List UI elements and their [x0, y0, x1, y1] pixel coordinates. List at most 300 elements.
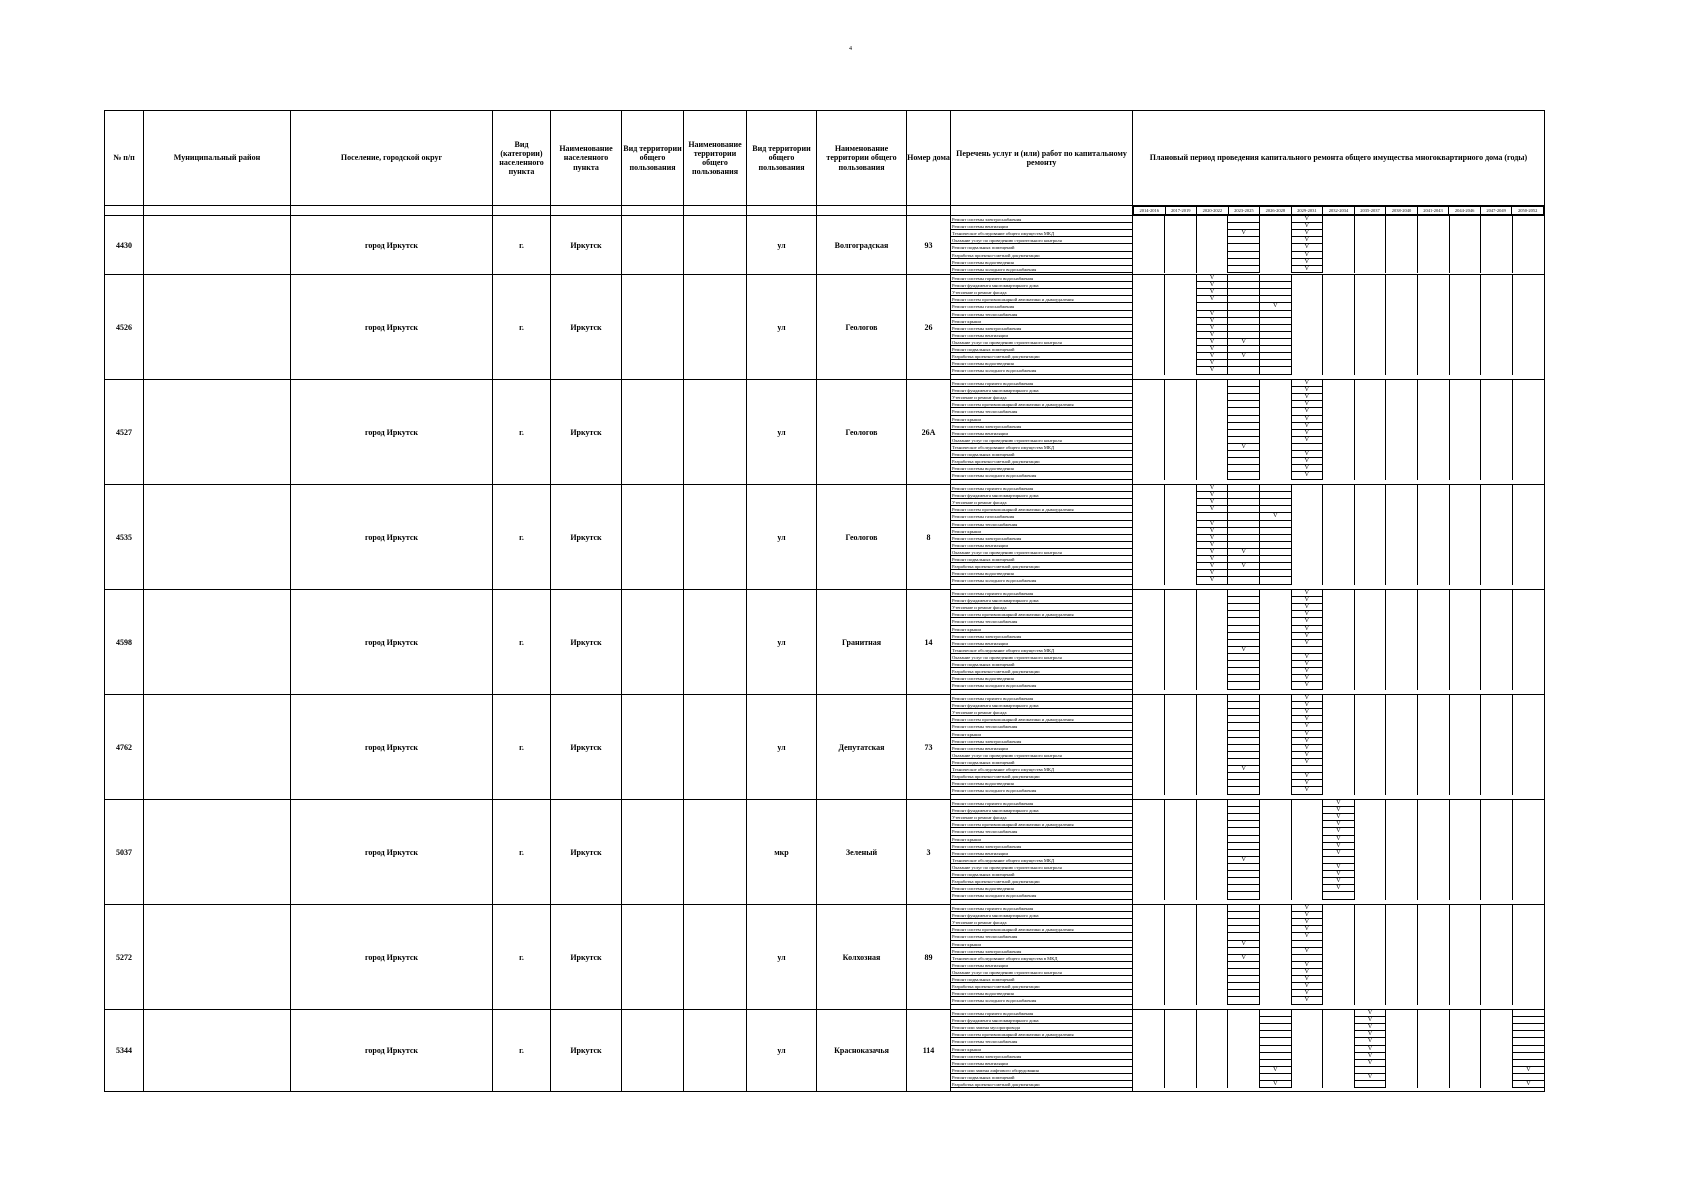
row-services [951, 485, 1133, 590]
row-settlement: город Иркутск [291, 275, 493, 380]
period-mark [1450, 885, 1481, 892]
period-mark [1323, 458, 1354, 465]
period-mark [1292, 528, 1323, 535]
period-mark [1355, 997, 1386, 1004]
period-mark [1481, 275, 1512, 282]
period-mark [1228, 458, 1259, 465]
period-mark [1513, 1046, 1544, 1053]
period-mark [1386, 521, 1417, 528]
period-mark [1386, 1053, 1417, 1060]
period-mark [1450, 611, 1481, 618]
period-mark [1228, 892, 1259, 899]
period-mark [1481, 618, 1512, 625]
period-mark [1165, 451, 1196, 458]
period-mark [1386, 325, 1417, 332]
period-mark [1418, 318, 1449, 325]
period-mark [1386, 997, 1417, 1004]
period-mark [1133, 892, 1164, 899]
service-item: Ремонт системы холодного водоснабжения [951, 787, 1132, 794]
period-mark [1228, 661, 1259, 668]
period-mark [1165, 430, 1196, 437]
period-mark [1165, 1010, 1196, 1017]
period-mark [1228, 919, 1259, 926]
period-mark [1450, 723, 1481, 730]
period-mark [1133, 1046, 1164, 1053]
period-mark [1450, 990, 1481, 997]
period-mark [1323, 738, 1354, 745]
period-column [1386, 380, 1418, 480]
period-mark [1260, 549, 1291, 556]
period-mark [1418, 570, 1449, 577]
period-mark [1513, 661, 1544, 668]
period-mark [1133, 800, 1164, 807]
period-mark [1323, 1038, 1354, 1045]
period-mark [1355, 828, 1386, 835]
period-mark [1355, 618, 1386, 625]
period-mark [1165, 458, 1196, 465]
period-mark [1323, 766, 1354, 773]
period-column [1449, 1010, 1481, 1088]
period-mark [1260, 401, 1291, 408]
period-mark [1323, 401, 1354, 408]
period-mark: V [1197, 311, 1228, 318]
period-mark [1260, 780, 1291, 787]
period-mark [1386, 563, 1417, 570]
period-column [1449, 695, 1481, 795]
period-mark [1133, 983, 1164, 990]
period-mark [1133, 948, 1164, 955]
period-mark [1418, 1046, 1449, 1053]
period-mark [1260, 759, 1291, 766]
period-mark [1228, 597, 1259, 604]
period-mark [1418, 871, 1449, 878]
period-mark: V [1355, 1017, 1386, 1024]
period-mark [1133, 423, 1164, 430]
row-street-name: Геологов [817, 485, 907, 590]
period-mark [1323, 997, 1354, 1004]
period-mark [1386, 1024, 1417, 1031]
period-mark [1450, 787, 1481, 794]
period-column [1165, 1010, 1197, 1088]
period-column [1259, 590, 1291, 690]
period-mark [1228, 731, 1259, 738]
period-mark [1323, 570, 1354, 577]
period-mark [1386, 780, 1417, 787]
period-mark [1165, 528, 1196, 535]
period-mark [1481, 252, 1512, 259]
period-mark [1355, 773, 1386, 780]
period-mark: V [1292, 997, 1323, 1004]
period-mark: V [1292, 919, 1323, 926]
period-mark [1450, 668, 1481, 675]
period-mark [1450, 266, 1481, 273]
row-street-type: ул [747, 905, 817, 1010]
period-mark [1260, 216, 1291, 223]
period-mark: V [1323, 871, 1354, 878]
period-mark [1323, 387, 1354, 394]
period-column [1354, 216, 1386, 273]
period-mark [1228, 387, 1259, 394]
period-mark [1450, 716, 1481, 723]
period-mark [1418, 506, 1449, 513]
period-mark [1481, 472, 1512, 479]
service-item: Ремонт системы горячего водоснабжения [951, 485, 1132, 492]
period-mark [1450, 626, 1481, 633]
period-grid [1133, 380, 1544, 480]
period-mark [1165, 990, 1196, 997]
period-mark [1355, 360, 1386, 367]
service-item: Ремонт системы электроснабжения [951, 948, 1132, 955]
period-mark [1292, 318, 1323, 325]
period-mark [1228, 695, 1259, 702]
row-territory-type [622, 1010, 684, 1092]
period-mark [1165, 738, 1196, 745]
period-mark [1228, 640, 1259, 647]
period-mark [1513, 962, 1544, 969]
period-mark [1450, 367, 1481, 374]
year-header-2035-2037: 2035-2037 [1354, 207, 1386, 215]
period-mark [1133, 325, 1164, 332]
period-mark [1292, 542, 1323, 549]
period-mark [1165, 773, 1196, 780]
period-mark [1228, 437, 1259, 444]
period-mark [1133, 738, 1164, 745]
period-mark [1165, 976, 1196, 983]
period-mark: V [1228, 444, 1259, 451]
period-mark [1165, 948, 1196, 955]
period-column [1165, 695, 1197, 795]
period-mark [1386, 933, 1417, 940]
period-mark [1450, 892, 1481, 899]
period-mark [1260, 941, 1291, 948]
period-mark [1133, 955, 1164, 962]
period-mark [1513, 773, 1544, 780]
period-mark [1165, 800, 1196, 807]
row-district [144, 800, 291, 905]
period-mark [1165, 275, 1196, 282]
period-mark [1323, 549, 1354, 556]
period-grid [1133, 216, 1544, 273]
period-mark [1355, 401, 1386, 408]
period-mark: V [1292, 675, 1323, 682]
period-mark [1450, 570, 1481, 577]
period-mark [1165, 633, 1196, 640]
period-mark [1228, 969, 1259, 976]
period-mark [1260, 723, 1291, 730]
row-services [951, 275, 1133, 380]
period-mark [1355, 926, 1386, 933]
period-mark [1323, 367, 1354, 374]
period-mark [1165, 926, 1196, 933]
period-mark [1450, 955, 1481, 962]
period-mark [1450, 702, 1481, 709]
period-mark [1513, 1053, 1544, 1060]
period-mark [1386, 444, 1417, 451]
period-mark [1165, 521, 1196, 528]
period-mark: V [1292, 401, 1323, 408]
period-mark [1513, 716, 1544, 723]
period-mark [1450, 360, 1481, 367]
period-mark [1165, 223, 1196, 230]
period-mark [1418, 969, 1449, 976]
service-item: Ремонт системы водоотведения [951, 675, 1132, 682]
period-mark [1323, 437, 1354, 444]
period-mark [1197, 892, 1228, 899]
period-mark [1355, 387, 1386, 394]
service-item: Ремонт системы горячего водоснабжения [951, 380, 1132, 387]
row-number: 4526 [105, 275, 144, 380]
period-mark [1450, 521, 1481, 528]
period-mark [1323, 716, 1354, 723]
period-mark [1228, 416, 1259, 423]
period-mark [1165, 941, 1196, 948]
period-mark [1228, 244, 1259, 251]
period-mark [1165, 346, 1196, 353]
period-mark [1260, 709, 1291, 716]
period-mark [1418, 282, 1449, 289]
year-header-2026-2028: 2026-2028 [1260, 207, 1292, 215]
period-mark [1513, 444, 1544, 451]
capital-repair-table [104, 110, 1545, 1092]
period-mark [1418, 353, 1449, 360]
period-mark: V [1197, 485, 1228, 492]
period-mark [1481, 423, 1512, 430]
period-mark [1197, 458, 1228, 465]
service-item: Оказание услуг по проведению строительного контроля [951, 237, 1132, 244]
period-mark [1481, 528, 1512, 535]
period-mark [1323, 289, 1354, 296]
period-mark [1323, 611, 1354, 618]
period-mark [1323, 983, 1354, 990]
period-mark [1323, 1074, 1354, 1081]
period-column [1481, 695, 1513, 795]
period-mark: V [1513, 1067, 1544, 1074]
service-item: Ремонт подвальных помещений [951, 661, 1132, 668]
period-mark [1260, 919, 1291, 926]
period-mark [1197, 990, 1228, 997]
period-mark [1165, 339, 1196, 346]
period-mark [1418, 492, 1449, 499]
service-item: Ремонт системы теплоснабжения [951, 1038, 1132, 1045]
period-mark [1450, 282, 1481, 289]
period-mark [1450, 346, 1481, 353]
period-mark [1165, 969, 1196, 976]
period-mark [1386, 926, 1417, 933]
period-mark [1418, 773, 1449, 780]
period-mark [1355, 380, 1386, 387]
period-mark [1450, 387, 1481, 394]
period-mark [1133, 528, 1164, 535]
period-mark [1450, 303, 1481, 310]
period-mark [1450, 1024, 1481, 1031]
row-street-name: Волгоградская [817, 216, 907, 275]
period-mark [1260, 836, 1291, 843]
period-mark: V [1228, 549, 1259, 556]
period-mark [1133, 1053, 1164, 1060]
period-mark: V [1228, 941, 1259, 948]
period-mark [1323, 230, 1354, 237]
period-mark [1133, 1081, 1164, 1088]
period-mark [1481, 912, 1512, 919]
row-house-number: 14 [907, 590, 951, 695]
period-mark [1165, 325, 1196, 332]
service-item: Ремонт системы горячего водоснабжения [951, 695, 1132, 702]
period-mark [1197, 716, 1228, 723]
period-mark [1323, 513, 1354, 520]
period-mark [1513, 912, 1544, 919]
period-mark [1418, 521, 1449, 528]
service-item: Ремонт систем противопожарной автоматики и дымоудаления [951, 401, 1132, 408]
period-mark: V [1228, 563, 1259, 570]
period-mark [1418, 668, 1449, 675]
period-mark [1450, 919, 1481, 926]
period-mark [1133, 353, 1164, 360]
period-column [1259, 485, 1291, 585]
period-mark [1513, 752, 1544, 759]
row-house-number: 89 [907, 905, 951, 1010]
period-column [1512, 695, 1544, 795]
service-item: Ремонт системы вентиляции [951, 640, 1132, 647]
service-item: Ремонт системы электроснабжения [951, 423, 1132, 430]
period-mark [1133, 723, 1164, 730]
year-header-2020-2022: 2020-2022 [1197, 207, 1229, 215]
period-mark [1513, 1038, 1544, 1045]
period-column [1354, 485, 1386, 585]
period-mark [1197, 821, 1228, 828]
row-territory-type [622, 695, 684, 800]
period-mark [1355, 318, 1386, 325]
period-mark [1386, 611, 1417, 618]
period-mark [1197, 444, 1228, 451]
period-mark [1165, 885, 1196, 892]
row-locality-type: г. [493, 1010, 551, 1092]
service-item: Ремонт крыши [951, 416, 1132, 423]
period-mark [1323, 892, 1354, 899]
period-mark [1513, 230, 1544, 237]
period-mark [1481, 604, 1512, 611]
service-item: Ремонт системы электроснабжения [951, 633, 1132, 640]
period-mark [1418, 597, 1449, 604]
period-column [1323, 275, 1355, 375]
period-mark [1513, 723, 1544, 730]
row-number: 5344 [105, 1010, 144, 1092]
period-mark [1260, 997, 1291, 1004]
period-mark [1450, 997, 1481, 1004]
service-item: Оказание услуг по проведению строительного контроля [951, 654, 1132, 661]
period-mark: V [1292, 437, 1323, 444]
period-mark [1133, 1060, 1164, 1067]
period-mark: V [1323, 843, 1354, 850]
period-mark [1450, 969, 1481, 976]
period-mark [1481, 237, 1512, 244]
period-mark [1260, 885, 1291, 892]
period-mark [1386, 528, 1417, 535]
period-mark [1513, 339, 1544, 346]
period-mark [1513, 282, 1544, 289]
period-mark [1481, 647, 1512, 654]
period-mark: V [1292, 633, 1323, 640]
period-mark [1228, 513, 1259, 520]
period-mark [1450, 821, 1481, 828]
period-mark [1228, 983, 1259, 990]
period-mark [1292, 857, 1323, 864]
period-mark [1450, 311, 1481, 318]
period-mark [1197, 695, 1228, 702]
period-mark [1260, 647, 1291, 654]
period-mark: V [1355, 1053, 1386, 1060]
period-mark [1260, 1031, 1291, 1038]
service-item: Ремонт системы холодного водоснабжения [951, 266, 1132, 273]
period-mark [1228, 528, 1259, 535]
row-territory-name [684, 590, 747, 695]
period-mark [1292, 1053, 1323, 1060]
service-item: Оказание услуг по проведению строительного контроля [951, 864, 1132, 871]
period-mark [1450, 1074, 1481, 1081]
period-mark: V [1292, 948, 1323, 955]
period-mark [1481, 1053, 1512, 1060]
period-mark [1228, 885, 1259, 892]
period-mark [1513, 836, 1544, 843]
period-mark [1513, 597, 1544, 604]
period-mark [1165, 244, 1196, 251]
period-mark [1418, 325, 1449, 332]
period-column [1449, 380, 1481, 480]
period-mark: V [1197, 528, 1228, 535]
period-mark [1133, 451, 1164, 458]
period-mark [1323, 780, 1354, 787]
service-item: Ремонт фундамента многоквартирного дома [951, 387, 1132, 394]
period-mark [1355, 682, 1386, 689]
period-mark [1133, 216, 1164, 223]
period-mark [1513, 303, 1544, 310]
period-mark [1165, 570, 1196, 577]
year-header-2044-2046: 2044-2046 [1449, 207, 1481, 215]
row-locality-type: г. [493, 695, 551, 800]
period-mark [1513, 654, 1544, 661]
period-mark [1355, 311, 1386, 318]
period-mark [1228, 380, 1259, 387]
row-periods [1133, 905, 1545, 1010]
period-mark [1355, 528, 1386, 535]
period-mark [1260, 387, 1291, 394]
period-mark [1355, 444, 1386, 451]
header-territory-type: Вид территории общего пользования [622, 111, 684, 206]
period-mark [1418, 289, 1449, 296]
period-mark [1260, 485, 1291, 492]
period-mark [1513, 821, 1544, 828]
period-mark [1513, 472, 1544, 479]
period-mark [1260, 752, 1291, 759]
header-locality-name: Наименование населенного пункта [551, 111, 622, 206]
period-mark: V [1292, 465, 1323, 472]
period-mark [1481, 380, 1512, 387]
period-column [1481, 800, 1513, 900]
period-mark [1386, 668, 1417, 675]
period-mark [1323, 695, 1354, 702]
period-mark [1481, 926, 1512, 933]
period-mark [1292, 800, 1323, 807]
period-mark [1418, 230, 1449, 237]
period-mark [1323, 528, 1354, 535]
period-mark [1260, 360, 1291, 367]
service-item: Ремонт систем противопожарной автоматики и дымоудаления [951, 296, 1132, 303]
table-row [105, 590, 1545, 695]
period-mark [1323, 723, 1354, 730]
period-mark [1197, 1017, 1228, 1024]
period-mark [1513, 437, 1544, 444]
period-mark [1165, 821, 1196, 828]
period-mark [1355, 1081, 1386, 1088]
